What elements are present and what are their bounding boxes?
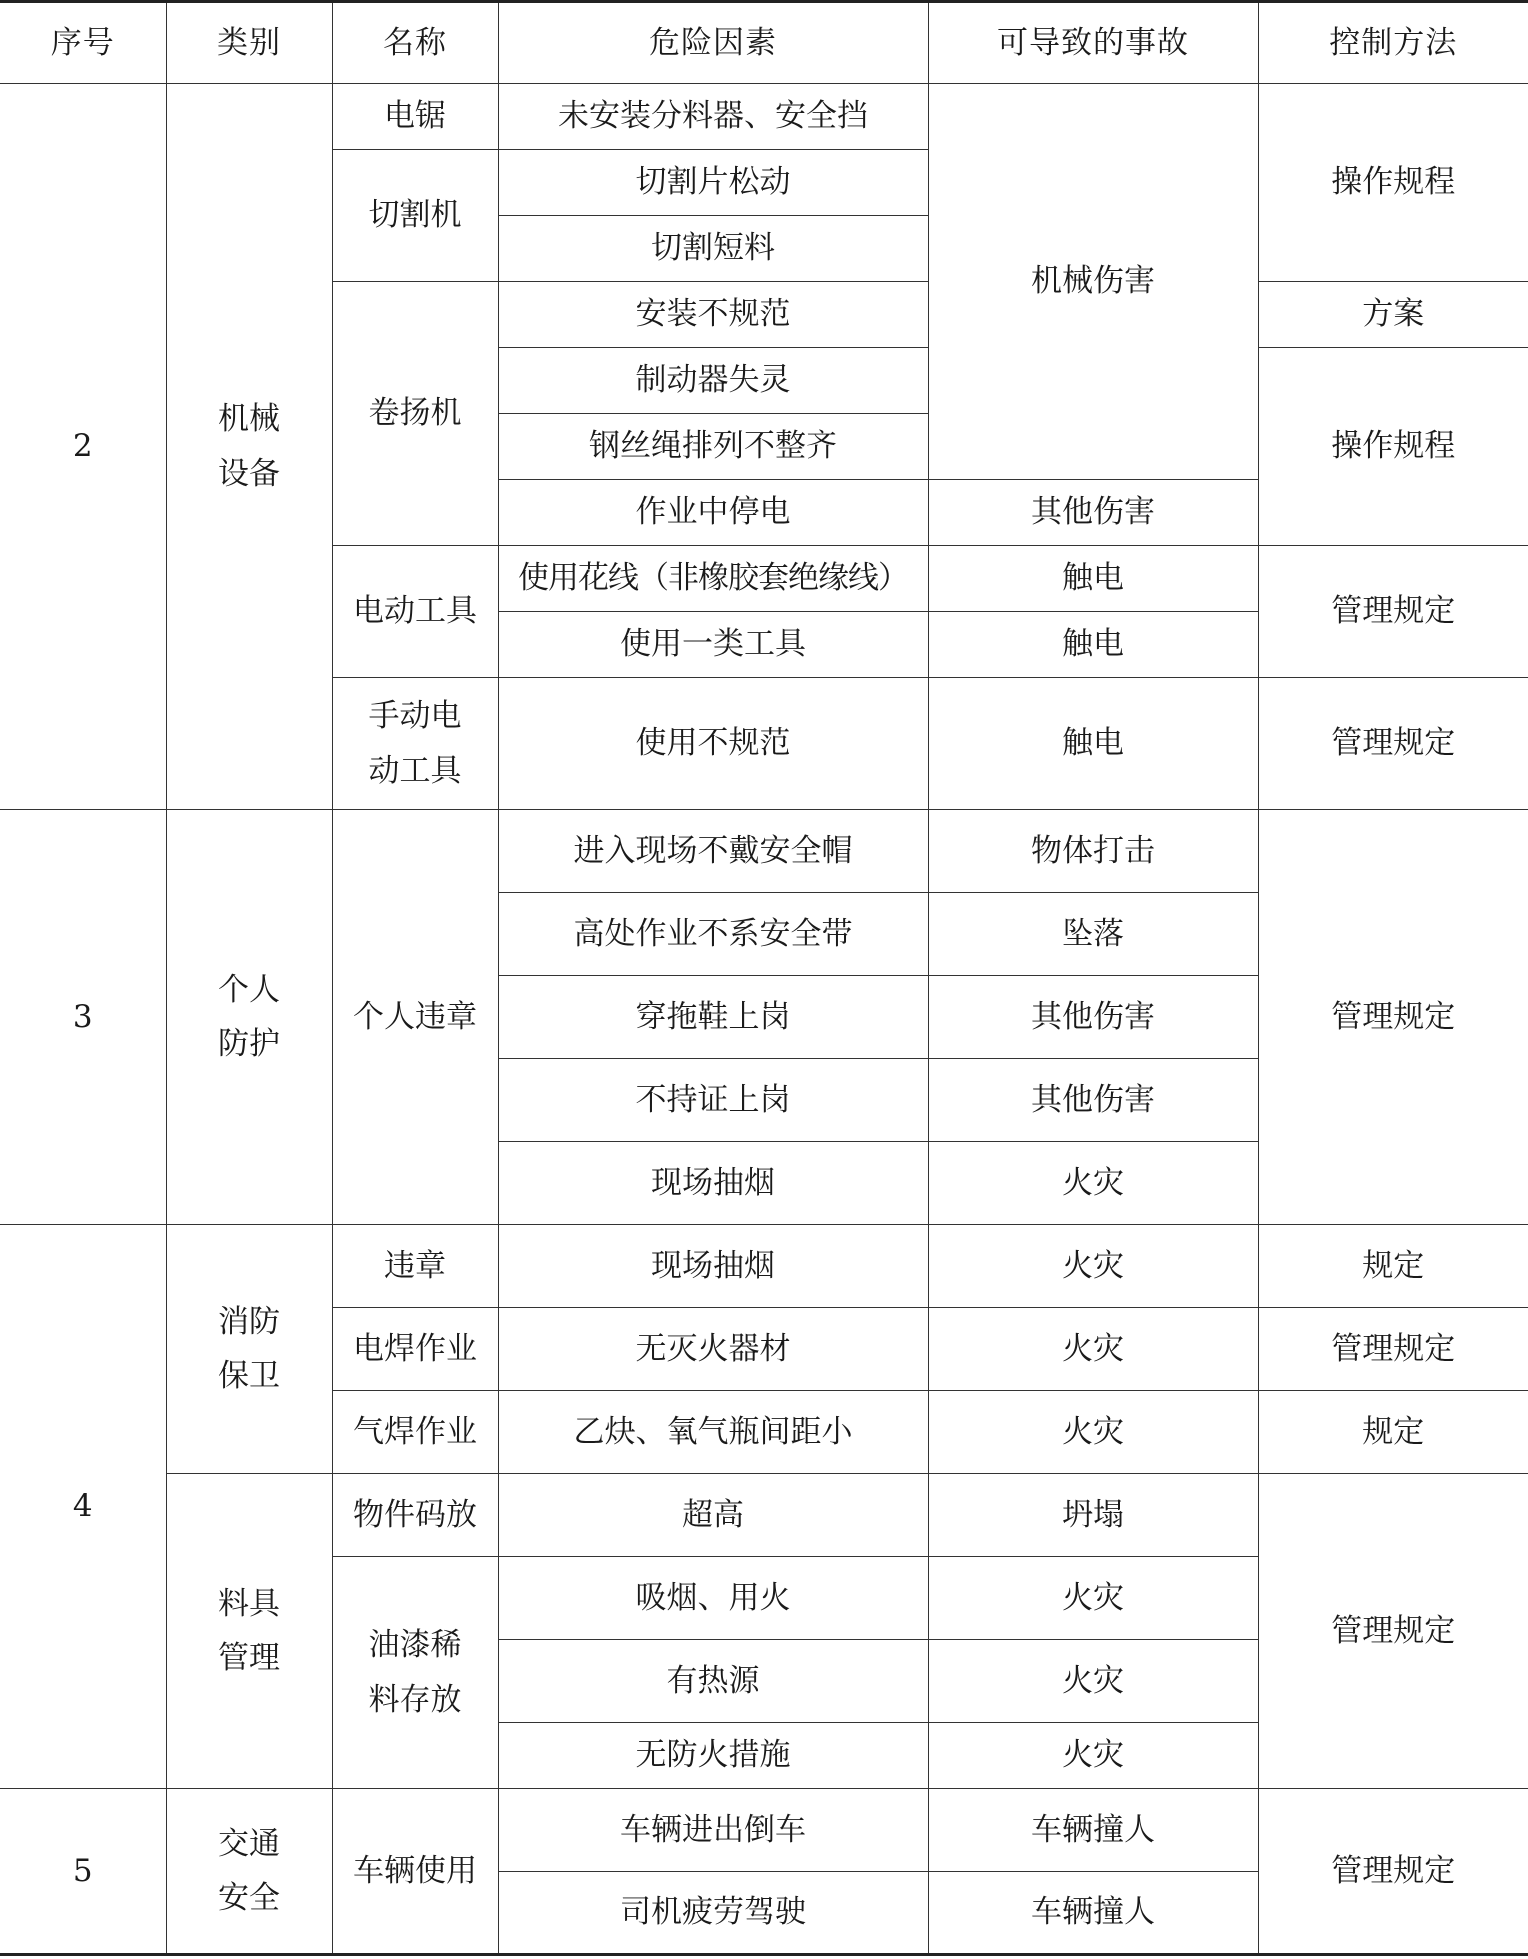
hazard-cell: 司机疲劳驾驶 [498, 1872, 928, 1955]
hazard-cell: 现场抽烟 [498, 1142, 928, 1225]
accident-cell: 火灾 [928, 1640, 1258, 1723]
header-hazard: 危险因素 [498, 2, 928, 84]
hazard-cell: 使用一类工具 [498, 612, 928, 678]
accident-cell: 火灾 [928, 1308, 1258, 1391]
control-cell: 方案 [1258, 282, 1528, 348]
table-row [0, 1474, 1528, 1557]
name-cell [332, 1557, 498, 1789]
category-cell [166, 1789, 332, 1955]
name-cell: 气焊作业 [332, 1391, 498, 1474]
seq-cell: 5 [0, 1789, 166, 1955]
accident-cell: 火灾 [928, 1557, 1258, 1640]
category-label: 交通安全 [218, 1825, 280, 1916]
hazard-cell: 安装不规范 [498, 282, 928, 348]
hazard-cell: 作业中停电 [498, 480, 928, 546]
hazard-cell: 使用不规范 [498, 678, 928, 810]
category-cell [166, 810, 332, 1225]
control-cell: 管理规定 [1258, 678, 1528, 810]
table-row [0, 810, 1528, 893]
control-cell: 管理规定 [1258, 1789, 1528, 1955]
name-cell [332, 678, 498, 810]
hazard-cell: 不持证上岗 [498, 1059, 928, 1142]
hazard-cell: 吸烟、用火 [498, 1557, 928, 1640]
accident-cell: 其他伤害 [928, 480, 1258, 546]
name-cell: 物件码放 [332, 1474, 498, 1557]
accident-cell: 机械伤害 [928, 84, 1258, 480]
seq-cell: 4 [0, 1225, 166, 1789]
category-cell [166, 84, 332, 810]
name-cell: 卷扬机 [332, 282, 498, 546]
hazard-cell: 无防火措施 [498, 1723, 928, 1789]
control-cell: 操作规程 [1258, 348, 1528, 546]
name-cell: 电动工具 [332, 546, 498, 678]
control-cell: 规定 [1258, 1391, 1528, 1474]
accident-cell: 其他伤害 [928, 1059, 1258, 1142]
name-cell: 电焊作业 [332, 1308, 498, 1391]
hazard-cell: 进入现场不戴安全帽 [498, 810, 928, 893]
header-category: 类别 [166, 2, 332, 84]
accident-cell: 坠落 [928, 893, 1258, 976]
hazard-cell: 现场抽烟 [498, 1225, 928, 1308]
hazard-cell: 无灭火器材 [498, 1308, 928, 1391]
category-label: 个人防护 [218, 971, 280, 1062]
header-row [0, 2, 1528, 84]
header-control: 控制方法 [1258, 2, 1528, 84]
accident-cell: 物体打击 [928, 810, 1258, 893]
table-row [0, 1789, 1528, 1872]
control-cell: 管理规定 [1258, 1474, 1528, 1789]
accident-cell: 车辆撞人 [928, 1872, 1258, 1955]
hazard-cell: 钢丝绳排列不整齐 [498, 414, 928, 480]
accident-cell: 触电 [928, 612, 1258, 678]
hazard-cell: 穿拖鞋上岗 [498, 976, 928, 1059]
accident-cell: 触电 [928, 678, 1258, 810]
hazard-cell: 切割短料 [498, 216, 928, 282]
header-seq: 序号 [0, 2, 166, 84]
category-cell [166, 1474, 332, 1789]
seq-cell: 3 [0, 810, 166, 1225]
table-row [0, 84, 1528, 150]
accident-cell: 火灾 [928, 1142, 1258, 1225]
hazard-cell: 使用花线（非橡胶套绝缘线） [498, 546, 928, 612]
hazard-cell: 未安装分料器、安全挡 [498, 84, 928, 150]
category-label: 料具管理 [218, 1585, 280, 1676]
category-cell [166, 1225, 332, 1474]
hazard-cell: 超高 [498, 1474, 928, 1557]
control-cell: 管理规定 [1258, 1308, 1528, 1391]
accident-cell: 车辆撞人 [928, 1789, 1258, 1872]
name-label: 手动电动工具 [368, 698, 462, 789]
accident-cell: 坍塌 [928, 1474, 1258, 1557]
name-cell: 切割机 [332, 150, 498, 282]
control-cell: 操作规程 [1258, 84, 1528, 282]
name-cell: 电锯 [332, 84, 498, 150]
name-cell: 违章 [332, 1225, 498, 1308]
hazard-cell: 高处作业不系安全带 [498, 893, 928, 976]
category-label: 机械设备 [218, 401, 280, 492]
header-name: 名称 [332, 2, 498, 84]
accident-cell: 触电 [928, 546, 1258, 612]
hazard-cell: 乙炔、氧气瓶间距小 [498, 1391, 928, 1474]
category-label: 消防保卫 [218, 1303, 280, 1394]
control-cell: 规定 [1258, 1225, 1528, 1308]
control-cell: 管理规定 [1258, 810, 1528, 1225]
table-row [0, 1225, 1528, 1308]
header-accident: 可导致的事故 [928, 2, 1258, 84]
hazard-cell: 有热源 [498, 1640, 928, 1723]
hazard-cell: 制动器失灵 [498, 348, 928, 414]
seq-cell: 2 [0, 84, 166, 810]
accident-cell: 火灾 [928, 1723, 1258, 1789]
accident-cell: 其他伤害 [928, 976, 1258, 1059]
name-label: 油漆稀料存放 [368, 1627, 462, 1718]
accident-cell: 火灾 [928, 1225, 1258, 1308]
hazard-cell: 切割片松动 [498, 150, 928, 216]
hazard-cell: 车辆进出倒车 [498, 1789, 928, 1872]
accident-cell: 火灾 [928, 1391, 1258, 1474]
name-cell: 个人违章 [332, 810, 498, 1225]
name-cell: 车辆使用 [332, 1789, 498, 1955]
control-cell: 管理规定 [1258, 546, 1528, 678]
